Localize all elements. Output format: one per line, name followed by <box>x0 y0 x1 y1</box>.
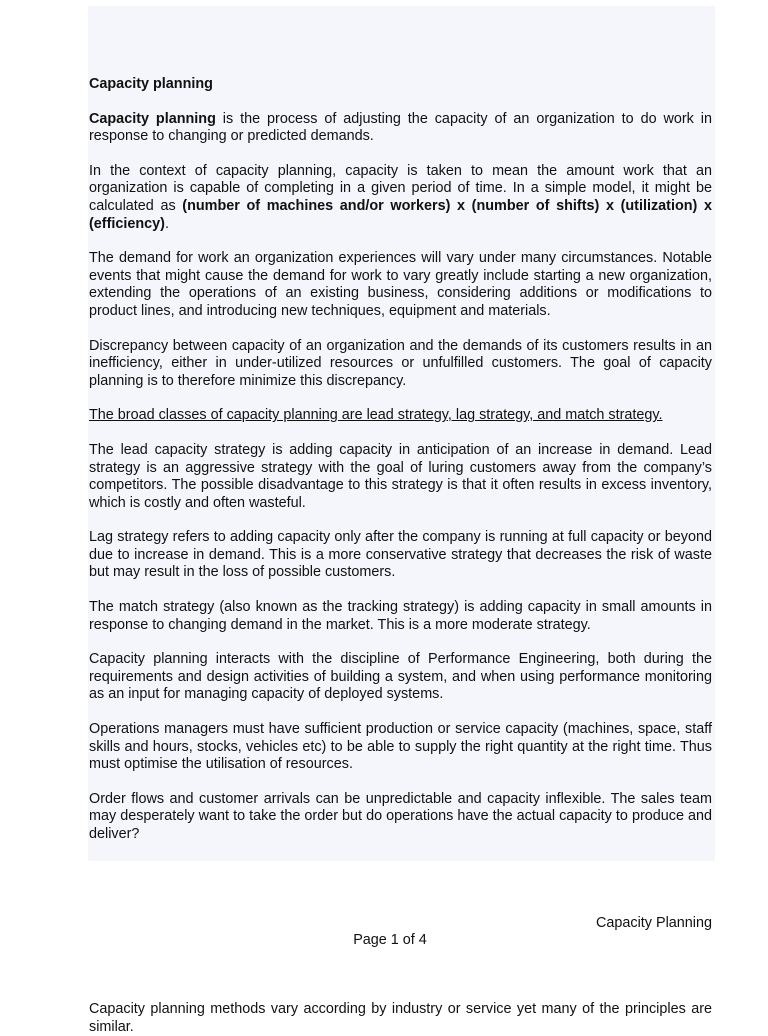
paragraph-demand: The demand for work an organization experiences will vary under many circumstances. Notable events that might cause the demand for work to vary greatly include starting a new organization, extending the operations of an existing business, considering additions or modifications to product lines, and introducing new techniques, equipment and materials. <box>89 250 712 319</box>
paragraph-match-strategy: The match strategy (also known as the tracking strategy) is adding capacity in small amounts in response to changing demand in the market. This is a more moderate strategy. <box>89 599 712 633</box>
paragraph-lag-strategy: Lag strategy refers to adding capacity only after the company is running at full capacity or beyond due to increase in demand. This is a more conservative strategy that decreases the risk of waste but may result in the loss of possible customers. <box>89 529 712 581</box>
document-body <box>89 76 712 844</box>
next-page-paragraph: Capacity planning methods vary according by industry or service yet many of the principles are similar. <box>89 1001 712 1035</box>
paragraph-discrepancy: Discrepancy between capacity of an organization and the demands of its customers results in an inefficiency, either in under-utilized resources or unfulfilled customers. The goal of capacity planning is to therefore minimize this discrepancy. <box>89 337 712 389</box>
capacity-formula: (number of machines and/or workers) x (number of shifts) x (utilization) x (efficiency) <box>89 197 712 232</box>
paragraph-strategy-classes: The broad classes of capacity planning are lead strategy, lag strategy, and match strategy. <box>89 407 663 424</box>
paragraph-order-flows: Order flows and customer arrivals can be unpredictable and capacity inflexible. The sales team may desperately want to take the order but do operations have the actual capacity to produce and deliver? <box>89 790 712 842</box>
paragraph-operations-managers: Operations managers must have sufficient production or service capacity (machines, space, staff skills and hours, stocks, vehicles etc) to be able to supply the right quantity at the right time. Thus must optimise the utilisation of resources. <box>89 721 712 773</box>
footer-page-number: Page 1 of 4 <box>353 932 427 948</box>
paragraph-capacity-model <box>89 163 712 233</box>
paragraph-definition <box>89 111 712 146</box>
footer-running-title: Capacity Planning <box>596 915 712 931</box>
paragraph-text: . <box>164 215 169 232</box>
paragraph-text: is the process of adjusting the capacity of an organization to do work in response to changing or predicted demands. <box>89 110 713 145</box>
paragraph-text: In the context of capacity planning, capacity is taken to mean the amount work that an organization is capable of completing in a given period of time. In a simple model, it might be calculated as <box>89 162 712 214</box>
paragraph-lead-strategy: The lead capacity strategy is adding capacity in anticipation of an increase in demand. Lead strategy is an aggressive strategy with the goal of luring customers away from the company’s competitors. The possible disadvantage to this strategy is that it often results in excess inventory, which is costly and often wasteful. <box>89 441 712 511</box>
bold-term: Capacity planning <box>89 110 216 127</box>
paragraph-performance-engineering: Capacity planning interacts with the discipline of Performance Engineering, both during the requirements and design activities of building a system, and when using performance monitoring as an input for managing capacity of deployed systems. <box>89 651 712 703</box>
document-title: Capacity planning <box>89 76 213 92</box>
